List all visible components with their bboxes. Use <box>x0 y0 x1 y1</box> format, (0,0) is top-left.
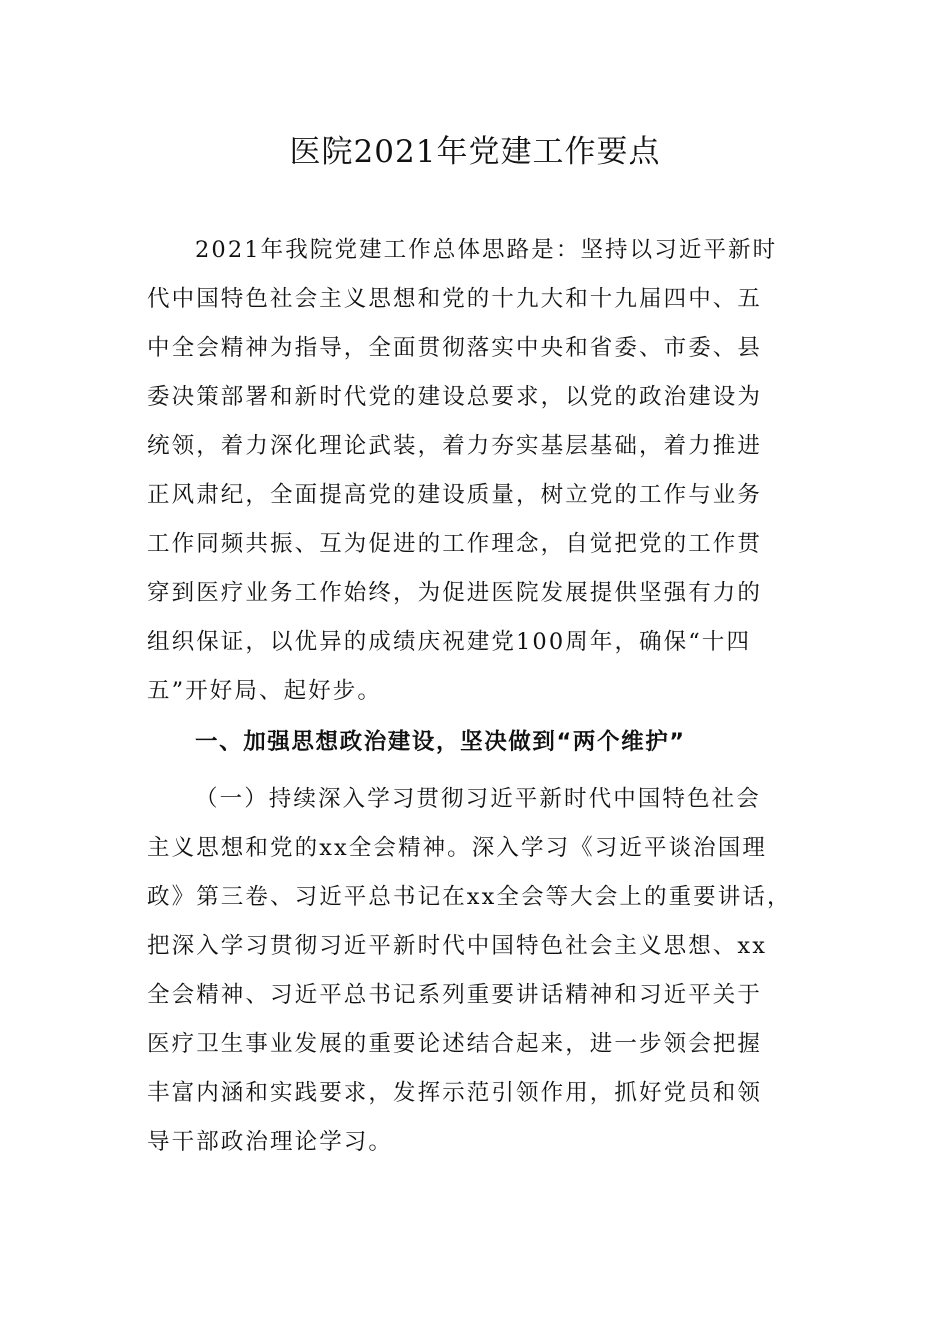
intro-line: 正风肃纪，全面提高党的建设质量，树立党的工作与业务 <box>147 482 763 508</box>
intro-line: 2021年我院党建工作总体思路是：坚持以习近平新时 <box>195 237 778 263</box>
intro-line: 穿到医疗业务工作始终，为促进医院发展提供坚强有力的 <box>147 580 763 606</box>
section-line: （一）持续深入学习贯彻习近平新时代中国特色社会 <box>195 786 761 812</box>
intro-line: 代中国特色社会主义思想和党的十九大和十九届四中、五 <box>147 286 763 312</box>
section-heading: 一、加强思想政治建设，坚决做到“两个维护” <box>195 729 686 755</box>
intro-line: 中全会精神为指导，全面贯彻落实中央和省委、市委、县 <box>147 335 763 361</box>
section-line: 全会精神、习近平总书记系列重要讲话精神和习近平关于 <box>147 982 763 1008</box>
section-line: 医疗卫生事业发展的重要论述结合起来，进一步领会把握 <box>147 1031 763 1057</box>
section-line: 导干部政治理论学习。 <box>147 1129 394 1155</box>
intro-line: 工作同频共振、互为促进的工作理念，自觉把党的工作贯 <box>147 531 763 557</box>
section-line: 丰富内涵和实践要求，发挥示范引领作用，抓好党员和领 <box>147 1080 763 1106</box>
document-title: 医院2021年党建工作要点 <box>289 134 661 170</box>
intro-paragraph <box>147 226 811 716</box>
section-line: 把深入学习贯彻习近平新时代中国特色社会主义思想、xx <box>147 933 767 959</box>
intro-line: 委决策部署和新时代党的建设总要求，以党的政治建设为 <box>147 384 763 410</box>
intro-line: 组织保证，以优异的成绩庆祝建党100周年，确保“十四 <box>147 629 752 655</box>
intro-line: 统领，着力深化理论武装，着力夯实基层基础，着力推进 <box>147 433 763 459</box>
section-paragraph <box>147 775 811 1167</box>
intro-line: 五”开好局、起好步。 <box>147 678 383 704</box>
section-line: 主义思想和党的xx全会精神。深入学习《习近平谈治国理 <box>147 835 767 861</box>
section-line: 政》第三卷、习近平总书记在xx全会等大会上的重要讲话， <box>147 884 792 910</box>
